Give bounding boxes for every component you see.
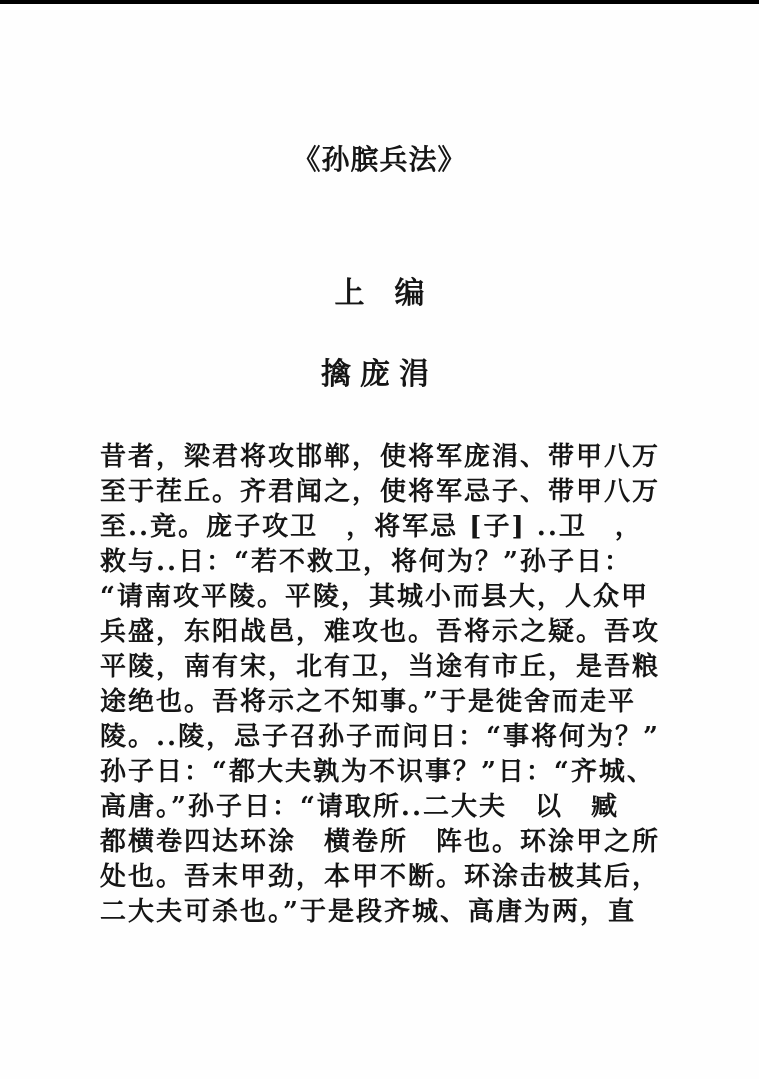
- body-line: 至于茬丘。齐君闻之，使将军忌子、带甲八万: [100, 477, 661, 507]
- body-line: 二大夫可杀也。”于是段齐城、高唐为两，直: [100, 897, 636, 927]
- body-line: 平陵，南有宋，北有卫，当途有市丘，是吾粮: [100, 652, 661, 682]
- volume-title: 上 编: [334, 276, 425, 311]
- chapter-title: 擒庞涓: [321, 357, 438, 392]
- page-top-edge-bar: [0, 0, 759, 4]
- body-line: 救与..日：“若不救卫，将何为？”孙子日：: [100, 547, 633, 577]
- body-line: 途绝也。吾将示之不知事。”于是徙舍而走平: [100, 687, 636, 717]
- body-line: 高唐。”孙子日：“请取所..二大夫 以 臧: [100, 792, 620, 822]
- body-line: 昔者，梁君将攻邯郸，使将军庞涓、带甲八万: [100, 442, 661, 472]
- body-text: [100, 440, 665, 930]
- body-line: 至..竞。庞子攻卫 ，将军忌 [子] ..卫 ，: [100, 512, 643, 542]
- body-line: 孙子日：“都大夫孰为不识事？”日：“齐城、: [100, 757, 655, 787]
- body-line: 陵。..陵，忌子召孙子而问日：“事将何为？”: [100, 722, 661, 752]
- body-line: 处也。吾末甲劲，本甲不断。环涂击柀其后，: [100, 862, 661, 892]
- body-line: 兵盛，东阳战邑，难攻也。吾将示之疑。吾攻: [100, 617, 661, 647]
- body-line: 都横卷四达环涂 横卷所 阵也。环涂甲之所: [100, 827, 661, 857]
- book-title: 《孙膑兵法》: [292, 143, 467, 176]
- body-line: “请南攻平陵。平陵，其城小而县大，人众甲: [100, 582, 649, 612]
